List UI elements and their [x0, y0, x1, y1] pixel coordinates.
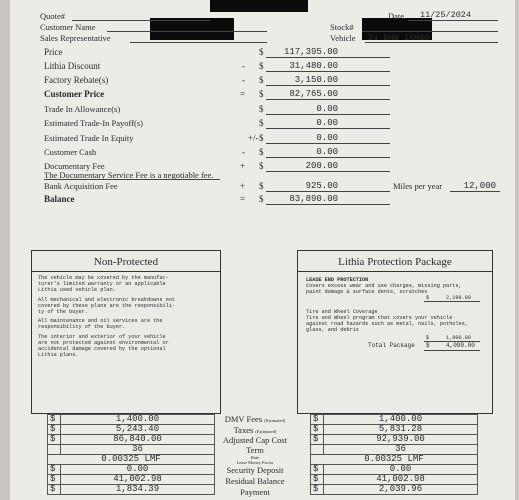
- pricing-label: Factory Rebate(s): [44, 75, 109, 85]
- grid-value: 86,840.00: [61, 435, 215, 445]
- non-protected-divider: [32, 271, 220, 272]
- date-value: 11/25/2024: [420, 10, 472, 20]
- pricing-label: Price: [44, 47, 63, 57]
- total-package-value: 4,099.00: [446, 342, 475, 349]
- grid-row: [48, 425, 215, 435]
- pricing-sign: -: [242, 75, 245, 85]
- pricing-label: Customer Cash: [44, 147, 97, 157]
- pricing-sign: +/-: [248, 133, 259, 143]
- lithia-protection-divider: [298, 271, 492, 272]
- stock-underline: [362, 31, 498, 32]
- dollar-sign: $: [259, 147, 264, 157]
- grid-row: [48, 435, 215, 445]
- value-underline: [266, 128, 390, 129]
- pricing-value: 31,480.00: [289, 61, 338, 71]
- value-underline: [266, 114, 390, 115]
- pricing-sign: =: [240, 89, 246, 99]
- grid-row: [311, 445, 478, 455]
- empty-cell: [311, 445, 324, 455]
- pricing-label: Lithia Discount: [44, 61, 101, 71]
- miles-label: Miles per year: [393, 181, 443, 191]
- lease-end-title: LEASE END PROTECTION: [306, 277, 369, 283]
- non-protected-para-4: The interior and exterior of your vehicle are not protected against environmental or accidental damage covered by the optional Lithia plans.: [38, 334, 169, 358]
- grid-value: 0.00325 LMF: [311, 455, 478, 465]
- grid-value: 36: [324, 445, 478, 455]
- dollar-sign: $: [311, 465, 324, 475]
- pricing-label: Trade In Allowance(s): [44, 104, 121, 114]
- dollar-sign: $: [48, 415, 61, 425]
- grid-row: [48, 445, 215, 455]
- residual-balance-label: Residual Balance: [225, 476, 285, 486]
- pricing-label: Estimated Trade In Equity: [44, 133, 134, 143]
- doc-fee-note: The Documentary Service Fee is a negotiable fee.: [44, 170, 214, 180]
- tire-wheel-text: Tire and Wheel program that covers your vehicle against road hazards such as metal, nails, potholes, glass, and debris: [306, 315, 468, 333]
- pricing-label: Balance: [44, 194, 75, 204]
- dollar-sign: $: [259, 104, 264, 114]
- rate-label: [210, 455, 300, 465]
- grid-row: [48, 475, 215, 485]
- grid-value: 92,939.00: [324, 435, 478, 445]
- term-label: Term: [246, 445, 264, 455]
- dollar-sign: $: [48, 465, 61, 475]
- grid-row: [311, 485, 478, 495]
- rate-text: Rate: [250, 455, 260, 460]
- empty-cell: [48, 445, 61, 455]
- non-protected-para-3: All maintenance and oil services are the responsibility of the buyer.: [38, 318, 163, 330]
- value-underline: [266, 204, 390, 205]
- dollar-sign: $: [259, 47, 264, 57]
- grid-value: 5,243.40: [61, 425, 215, 435]
- pricing-value: 0.00: [316, 133, 338, 143]
- security-deposit-label: Security Deposit: [226, 465, 284, 475]
- dollar-sign: $: [311, 485, 324, 495]
- grid-row: [48, 485, 215, 495]
- quote-underline: [72, 20, 210, 21]
- dollar-sign: $: [259, 133, 264, 143]
- value-underline: [266, 85, 390, 86]
- grid-row: [48, 465, 215, 475]
- pricing-value: 83,890.00: [289, 194, 338, 204]
- vehicle-label: Vehicle: [330, 33, 356, 43]
- dollar-sign: $: [48, 485, 61, 495]
- sales-rep-label: Sales Representative: [40, 33, 111, 43]
- pricing-value: 200.00: [305, 161, 338, 171]
- dollar-sign: $: [259, 75, 264, 85]
- customer-underline: [107, 31, 267, 32]
- pricing-value: 0.00: [316, 147, 338, 157]
- grid-row: [311, 465, 478, 475]
- grid-row: [311, 425, 478, 435]
- grid-row: [311, 435, 478, 445]
- pricing-value: 3,150.00: [294, 75, 338, 85]
- grid-value: 0.00: [324, 465, 478, 475]
- quote-label: Quote#: [40, 11, 66, 21]
- total-package-underline: [424, 350, 480, 351]
- pricing-value: 0.00: [316, 118, 338, 128]
- pricing-sign: -: [242, 147, 245, 157]
- grid-value: 41,002.98: [324, 475, 478, 485]
- dmv-fees-text: DMV Fees: [224, 414, 263, 424]
- pricing-value: 925.00: [305, 181, 338, 191]
- dmv-fees-label: [210, 415, 300, 426]
- stock-label: Stock#: [330, 22, 354, 32]
- lithia-protection-title: Lithia Protection Package: [338, 256, 452, 268]
- taxes-text: Taxes: [233, 425, 254, 435]
- pricing-sign: +: [240, 181, 246, 191]
- grid-value: 1,400.00: [61, 415, 215, 425]
- lease-end-underline: [424, 301, 480, 302]
- value-underline: [266, 157, 390, 158]
- value-underline: [266, 171, 390, 172]
- pricing-label: Customer Price: [44, 89, 105, 99]
- non-protected-title: Non-Protected: [93, 256, 159, 268]
- sales-rep-underline: [130, 42, 267, 43]
- dollar-sign: $: [259, 61, 264, 71]
- vehicle-underline: [365, 42, 498, 43]
- grid-value: 0.00325 LMF: [48, 455, 215, 465]
- pricing-value: 82,765.00: [289, 89, 338, 99]
- dollar-sign: $: [259, 118, 264, 128]
- lease-end-price: 2,199.00: [446, 295, 471, 301]
- value-underline: [266, 57, 390, 58]
- grid-value: 5,831.28: [324, 425, 478, 435]
- dollar-sign: $: [48, 475, 61, 485]
- dollar-sign: $: [259, 89, 264, 99]
- dollar-sign: $: [311, 415, 324, 425]
- grid-value: 1,834.39: [61, 485, 215, 495]
- vehicle-value: 24 BMW IXM60: [368, 33, 430, 43]
- redacted-quote-number: [210, 0, 308, 12]
- grid-row: [48, 455, 215, 465]
- dollar-sign: $: [311, 475, 324, 485]
- grid-value: 0.00: [61, 465, 215, 475]
- customer-name-label: Customer Name: [40, 22, 96, 32]
- dollar-sign: $: [48, 435, 61, 445]
- value-underline: [266, 71, 390, 72]
- pricing-label: Bank Acquisition Fee: [44, 181, 118, 191]
- pricing-label: Documentary Fee: [44, 161, 105, 171]
- total-package-label: Total Package: [368, 342, 415, 349]
- grid-value: 41,002.98: [61, 475, 215, 485]
- date-underline: [408, 20, 498, 21]
- dollar-sign: $: [259, 161, 264, 171]
- pricing-label: Estimated Trade-In Payoff(s): [44, 118, 143, 128]
- doc-fee-note-underline: [44, 179, 220, 180]
- value-underline: [266, 143, 390, 144]
- non-protected-box: [31, 250, 221, 414]
- non-protected-values: [47, 414, 215, 495]
- miles-underline: [450, 191, 500, 192]
- pricing-value: 0.00: [316, 104, 338, 114]
- pricing-sign: -: [242, 61, 245, 71]
- lithia-protection-values: [310, 414, 478, 495]
- non-protected-para-1: The vehicle may be covered by the manufac- turer's limited warranty or an applicable Lithia used vehicle plan.: [38, 275, 169, 293]
- pricing-value: 117,395.00: [283, 47, 338, 57]
- total-package-dollar: $: [426, 342, 430, 349]
- quote-document: [10, 0, 515, 500]
- grid-value: 2,039.96: [324, 485, 478, 495]
- payment-label: Payment: [240, 487, 270, 497]
- pricing-sign: =: [240, 194, 246, 204]
- grid-value: 36: [61, 445, 215, 455]
- adjusted-cap-cost-label: Adjusted Cap Cost: [222, 435, 288, 445]
- lease-end-text: Covers excess wear and use charges, missing parts, paint damage & surface dents, scratches: [306, 283, 462, 295]
- tire-wheel-title: Tire and Wheel Coverage: [306, 309, 378, 315]
- pricing-sign: +: [240, 161, 246, 171]
- dollar-sign: $: [311, 435, 324, 445]
- lmf-text: Lease Money Factor: [236, 460, 274, 465]
- grid-row: [311, 455, 478, 465]
- tire-wheel-dollar: $: [426, 335, 430, 341]
- date-label: Date: [388, 11, 405, 21]
- value-underline: [266, 99, 390, 100]
- lease-end-dollar: $: [426, 295, 430, 301]
- grid-row: [48, 415, 215, 425]
- dollar-sign: $: [259, 181, 264, 191]
- taxes-note: (Estimated): [255, 429, 277, 434]
- non-protected-para-2: All mechanical and electronic breakdowns not covered by these plans are the responsibili- ty of the buyer.: [38, 297, 175, 315]
- redacted-customer-name: [150, 18, 234, 40]
- miles-value: 12,000: [463, 181, 496, 191]
- dmv-fees-note: (Estimated): [264, 418, 286, 423]
- tire-wheel-price: 1,900.00: [446, 335, 471, 341]
- grid-row: [311, 475, 478, 485]
- dollar-sign: $: [48, 425, 61, 435]
- dollar-sign: $: [259, 194, 264, 204]
- dollar-sign: $: [311, 425, 324, 435]
- value-underline: [266, 191, 390, 192]
- lithia-protection-box: [297, 250, 493, 414]
- grid-row: [311, 415, 478, 425]
- grid-value: 1,400.00: [324, 415, 478, 425]
